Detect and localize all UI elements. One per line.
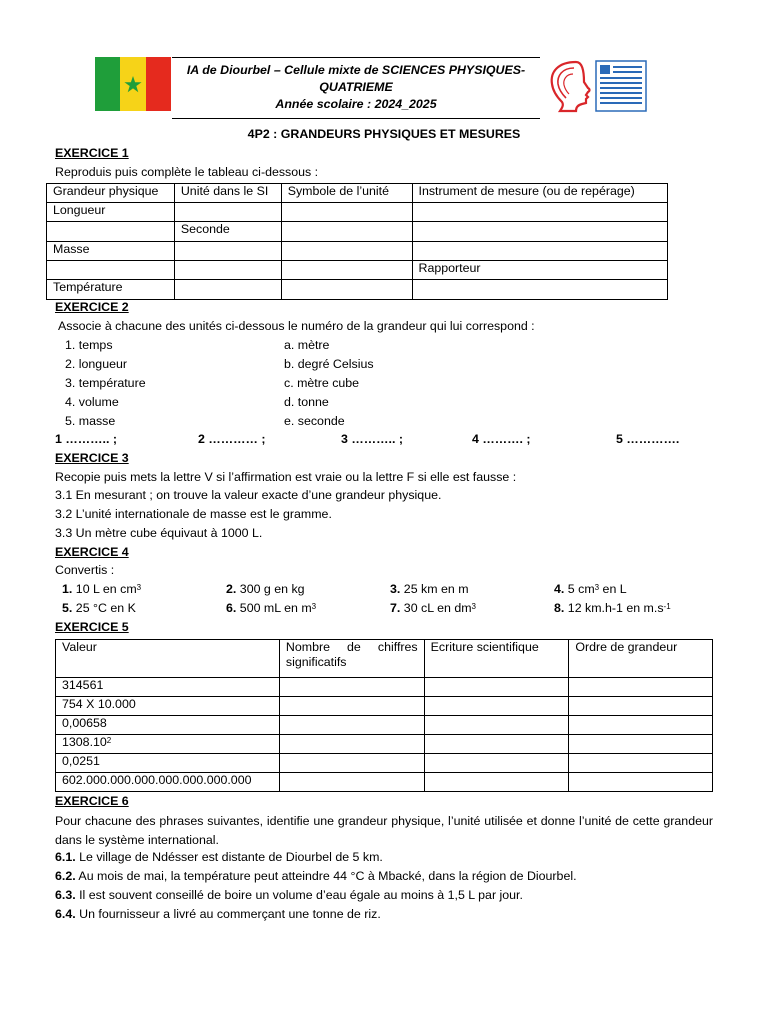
ex5-header-cell: Valeur	[56, 640, 280, 678]
ex2-instruction: Associe à chacune des unités ci-dessous le numéro de la grandeur qui lui correspond :	[58, 319, 535, 333]
ex4-title: EXERCICE 4	[55, 545, 129, 559]
table-row	[56, 735, 713, 754]
table-row	[56, 697, 713, 716]
table-row	[47, 203, 668, 222]
ex1-header-cell: Symbole de l’unité	[281, 184, 412, 203]
ex2-right-item: a. mètre	[284, 338, 330, 352]
ex1-cell	[174, 242, 281, 261]
ex1-cell	[281, 242, 412, 261]
ex1-cell	[412, 203, 668, 222]
ex1-table	[46, 183, 668, 300]
ex2-answer: 5 ………….	[616, 432, 680, 446]
doc-title: 4P2 : GRANDEURS PHYSIQUES ET MESURES	[247, 127, 521, 141]
ex2-right-item: b. degré Celsius	[284, 357, 374, 371]
ex2-answer: 4 ………. ;	[472, 432, 531, 446]
ex6-item: 6.3. Il est souvent conseillé de boire un volume d’eau égale au moins à 1,5 L par jour.	[55, 888, 523, 902]
ex2-answer: 2 ………… ;	[198, 432, 266, 446]
ex5-header-cell: Nombre de chiffres significatifs	[279, 640, 424, 678]
ex2-answer: 1 ……….. ;	[55, 432, 117, 446]
ex2-right-item: e. seconde	[284, 414, 345, 428]
ex1-title: EXERCICE 1	[55, 146, 129, 160]
ex6-item: 6.1. Le village de Ndésser est distante de Diourbel de 5 km.	[55, 850, 383, 864]
ex4-item: 1. 10 L en $cm^3$	[62, 582, 142, 596]
ex4-item: 6. 500 mL en $m^3$	[226, 601, 317, 615]
table-row	[47, 280, 668, 300]
star-icon	[124, 76, 142, 93]
ex1-cell	[47, 222, 175, 242]
ex3-title: EXERCICE 3	[55, 451, 129, 465]
ex1-cell	[412, 280, 668, 300]
ex4-item: 4. 5 $cm^3$ en L	[554, 582, 627, 596]
ex4-item: 8. 12 km.h-1 en $m.s^{-1}$	[554, 601, 671, 615]
ex4-item: 5. 25 °C en K	[62, 601, 136, 615]
ex1-header-cell: Unité dans le SI	[174, 184, 281, 203]
ex1-cell: Rapporteur	[412, 261, 668, 280]
ex2-left-item: 4. volume	[65, 395, 119, 409]
flag-red-band	[146, 57, 171, 111]
ex1-instruction: Reproduis puis complète le tableau ci-dessous :	[55, 165, 319, 179]
ex6-title: EXERCICE 6	[55, 794, 129, 808]
ex1-cell: Température	[47, 280, 175, 300]
ex5-value-cell: 1308.10$^2$	[56, 735, 280, 754]
header-line-2: QUATRIEME	[319, 80, 393, 94]
table-row	[56, 678, 713, 697]
ex1-cell	[281, 203, 412, 222]
ex2-right-item: c. mètre cube	[284, 376, 360, 390]
ex5-table	[55, 639, 713, 792]
table-row	[47, 261, 668, 280]
ex1-cell	[281, 261, 412, 280]
ex5-header-cell: Ecriture scientifique	[424, 640, 569, 678]
ex1-cell: Seconde	[174, 222, 281, 242]
ex2-left-item: 3. température	[65, 376, 146, 390]
ex5-value-cell: 754 X 10.000	[56, 697, 280, 716]
ex1-cell	[281, 280, 412, 300]
ex2-answer: 3 ……….. ;	[341, 432, 403, 446]
ex2-left-item: 2. longueur	[65, 357, 128, 371]
school-logo	[546, 58, 648, 114]
ex5-header-cell: Ordre de grandeur	[569, 640, 713, 678]
ex6-instruction: Pour chacune des phrases suivantes, identifie une grandeur physique, l’unité utilisée et donne l’unité de cette grandeur dans le système international.	[55, 814, 713, 847]
ex1-header-cell: Grandeur physique	[47, 184, 175, 203]
ex2-left-item: 5. masse	[65, 414, 116, 428]
ex2-right-item: d. tonne	[284, 395, 329, 409]
table-row	[56, 716, 713, 735]
flag-green-band	[95, 57, 120, 111]
header-line-3: Année scolaire : 2024_2025	[275, 97, 437, 111]
header-title	[172, 57, 540, 119]
table-row	[56, 754, 713, 773]
ex1-cell	[47, 261, 175, 280]
senegal-flag	[95, 57, 171, 111]
ex1-cell: Longueur	[47, 203, 175, 222]
ex1-cell	[174, 280, 281, 300]
header-line-1: IA de Diourbel – Cellule mixte de SCIENCES PHYSIQUES-	[186, 63, 526, 77]
ex4-item: 3. 25 km en m	[390, 582, 469, 596]
ex4-item: 7. 30 cL en $dm^3$	[390, 601, 476, 615]
ex3-item: 3.3 Un mètre cube équivaut à 1000 L.	[55, 526, 263, 540]
ex2-left-item: 1. temps	[65, 338, 113, 352]
ex5-value-cell: 0,0251	[56, 754, 280, 773]
ex1-cell	[412, 242, 668, 261]
ex2-title: EXERCICE 2	[55, 300, 129, 314]
ex1-cell	[174, 203, 281, 222]
ex5-title: EXERCICE 5	[55, 620, 129, 634]
ex1-header-cell: Instrument de mesure (ou de repérage)	[412, 184, 668, 203]
ex3-item: 3.1 En mesurant ; on trouve la valeur exacte d’une grandeur physique.	[55, 488, 442, 502]
ex1-cell	[412, 222, 668, 242]
ex1-cell: Masse	[47, 242, 175, 261]
ex1-cell	[281, 222, 412, 242]
ex5-value-cell: 0,00658	[56, 716, 280, 735]
ex4-instruction: Convertis :	[55, 563, 115, 577]
ex3-instruction: Recopie puis mets la lettre V si l’affirmation est vraie ou la lettre F si elle est fausse :	[55, 470, 517, 484]
ex5-value-cell: 602.000.000.000.000.000.000.000	[56, 773, 280, 792]
ex6-item: 6.2. Au mois de mai, la température peut atteindre 44 °C à Mbacké, dans la région de Diourbel.	[55, 869, 577, 883]
ex3-item: 3.2 L’unité internationale de masse est le gramme.	[55, 507, 332, 521]
ex5-value-cell: 314561	[56, 678, 280, 697]
table-row	[47, 242, 668, 261]
table-row	[47, 222, 668, 242]
ex1-cell	[174, 261, 281, 280]
ex4-item: 2. 300 g en kg	[226, 582, 305, 596]
table-row	[56, 773, 713, 792]
ex6-item: 6.4. Un fournisseur a livré au commerçant une tonne de riz.	[55, 907, 381, 921]
